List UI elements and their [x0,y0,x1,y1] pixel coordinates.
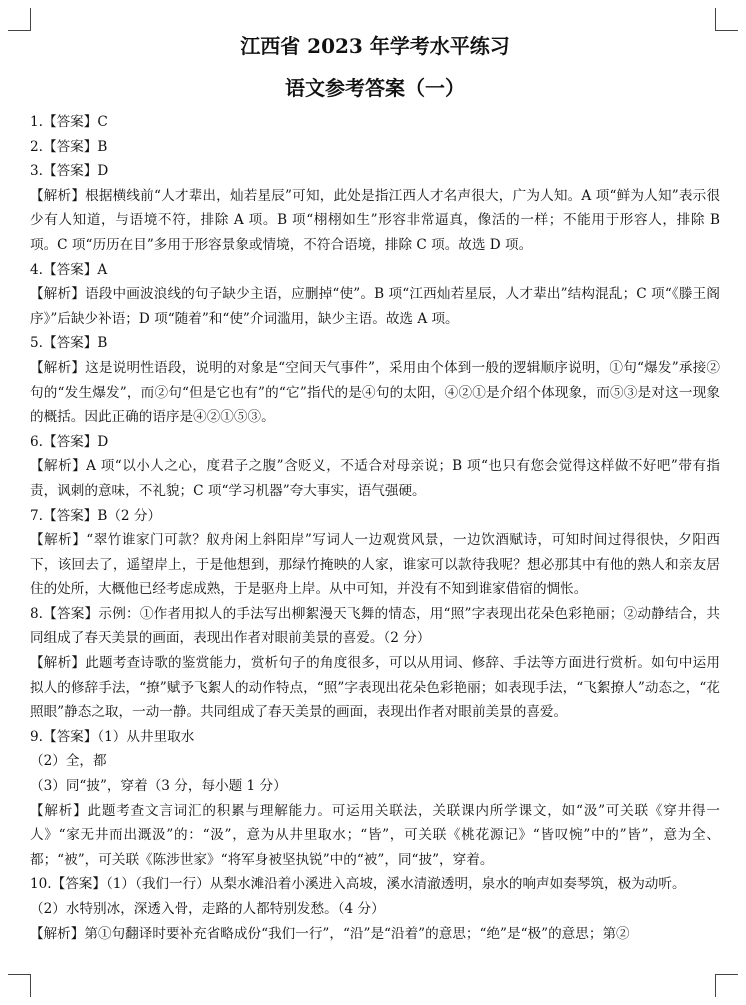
answer-line: 9.【答案】（1）从井里取水 [30,728,195,745]
answer-line: 1.【答案】C [30,114,108,130]
answer-line: 6.【答案】D [30,433,109,450]
document-subtitle: 语文参考答案（一） [285,76,465,100]
answer-line: 8.【答案】示例：①作者用拟人的手法写出柳絮漫天飞舞的情态，用“照”字表现出花朵色彩艳丽；②动静结合，共同组成了春天美景的画面，表现出作者对眼前美景的喜爱。（2 分） [30,605,720,647]
document-page [30,32,720,946]
answer-content [30,110,720,946]
answer-line: 7.【答案】B（2 分） [30,507,162,524]
analysis-paragraph: 【解析】这是说明性语段，说明的对象是“空间天气事件”，采用由个体到一般的逻辑顺序说明，①句“爆发”承接②句的“发生爆发”，而②句“但是它也有”的“它”指代的是④句的太阳，④②①是介绍个体现象，而⑤③是对这一现象的概括。因此正确的语序是④②①⑤③。 [30,359,720,426]
analysis-paragraph: 【解析】“翠竹谁家门可款？舣舟闲上斜阳岸”写词人一边观赏风景，一边饮酒赋诗，可知时间过得很快，夕阳西下，该回去了，遥望岸上，于是他想到，那绿竹掩映的人家，谁家可以款待我呢？想必那其中有他的熟人和亲友居住的处所，大概他已经考虑成熟，于是驱舟上岸。从中可知，并没有不知到谁家借宿的惆怅。 [30,532,720,598]
answer-line: 5.【答案】B [30,335,108,352]
analysis-paragraph: 【解析】此题考查诗歌的鉴赏能力，赏析句子的角度很多，可以从用词、修辞、手法等方面进行赏析。如句中运用拟人的修辞手法，“撩”赋予飞絮人的动作特点，“照”字表现出花朵色彩艳丽；如表现手法，“飞絮撩人”动态之，“花照眼”静态之取，一动一静。共同组成了春天美景的画面，表现出作者对眼前美景的喜爱。 [30,655,720,721]
answer-line: 10.【答案】（1）（我们一行）从梨水滩沿着小溪进入高坡，溪水清澈透明，泉水的响声如奏琴筑，极为动听。 [30,876,686,893]
analysis-paragraph: 【解析】第①句翻译时要补充省略成份“我们一行”，“沿”是“沿着”的意思；“绝”是“极”的意思；第② [30,925,630,942]
answer-line: （2）水特别冰，深透入骨，走路的人都特别发愁。（4 分） [30,901,385,917]
crop-mark-top-left [8,8,31,31]
analysis-paragraph: 【解析】A 项“以小人之心，度君子之腹”含贬义，不适合对母亲说；B 项“也只有您会觉得这样做不好吧”带有指责，讽刺的意味，不礼貌；C 项“学习机器”夸大事实，语气强硬。 [30,458,720,499]
analysis-paragraph: 【解析】语段中画波浪线的句子缺少主语，应删掉“使”。B 项“江西灿若星辰，人才辈出”结构混乱；C 项“《滕王阁序》”后缺少补语；D 项“随着”和“使”介词滥用，缺少主语。故选 A 项。 [30,286,720,327]
answer-line: （2）全，都 [30,753,107,770]
answer-line: 2.【答案】B [30,138,108,155]
crop-mark-bottom-right [715,974,738,997]
analysis-paragraph: 【解析】此题考查文言词汇的积累与理解能力。可运用关联法，关联课内所学课文，如“汲”可关联《穿井得一人》“家无井而出溉汲”的：“汲”，意为从井里取水；“皆”，可关联《桃花源记》“皆叹惋”中的”皆”，意为全、都；“被”，可关联《陈涉世家》“将军身被坚执锐”中的“被”，同“披”，穿着。 [30,802,720,868]
answer-line: 4.【答案】A [30,261,108,278]
crop-mark-bottom-left [8,974,31,997]
crop-mark-top-right [715,8,738,31]
answer-line: 3.【答案】D [30,163,109,180]
analysis-paragraph: 【解析】根据横线前“人才辈出，灿若星辰”可知，此处是指江西人才名声很大，广为人知。A 项“鲜为人知”表示很少有人知道，与语境不符，排除 A 项。B 项“栩栩如生”形容非常逼真，像活的一样；不能用于形容人，排除 B 项。C 项“历历在目”多用于形容景象或情境，不符合语境，排除 C 项。故选 D 项。 [30,187,720,253]
answer-line: （3）同“披”，穿着（3 分，每小题 1 分） [30,778,287,795]
document-title: 江西省 2023 年学考水平练习 [240,34,510,58]
